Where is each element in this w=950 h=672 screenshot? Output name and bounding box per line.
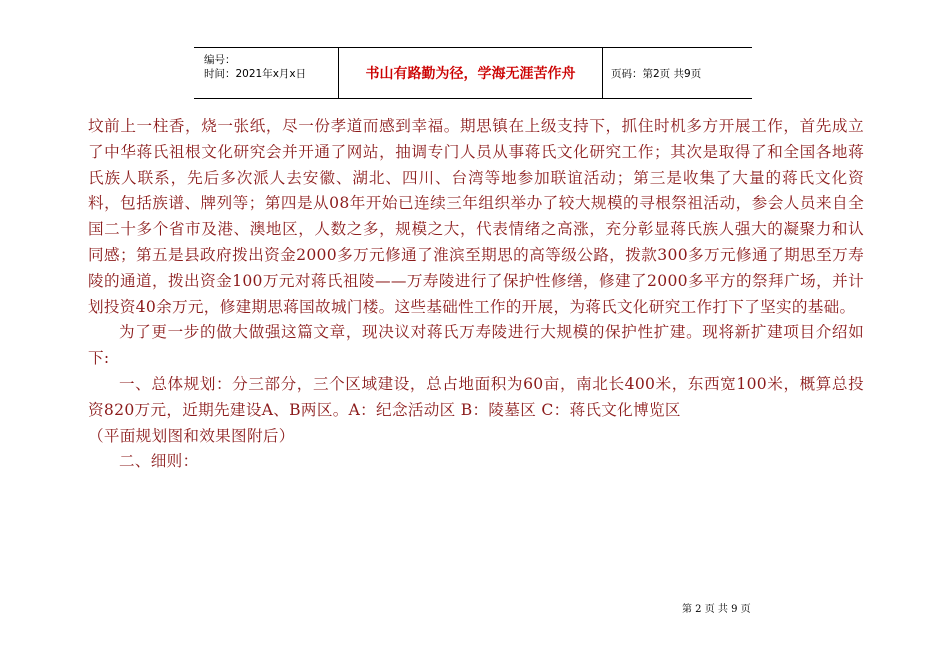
header-page-cell [603, 48, 752, 98]
header-motto-cell [339, 48, 603, 98]
date-label: 时间：2021年x月x日 [204, 68, 307, 80]
paragraph-details-heading: 二、细则： [119, 452, 199, 471]
paragraph-continued: 坟前上一柱香，烧一张纸，尽一份孝道而感到幸福。期思镇在上级支持下，抓住时机多方开展工作，首先成立了中华蒋氏祖根文化研究会并开通了网站，抽调专门人员从事蒋氏文化研究工作；其次是取得了和全国各地蒋氏族人联系，先后多次派人去安徽、湖北、四川、台湾等地参加联谊活动；第三是收集了大量的蒋氏文化资料，包括族谱、牌列等；第四是从08年开始已连续三年组织举办了较大规模的寻根祭祖活动，参会人员来自全国二十多个省市及港、澳地区，人数之多，规模之大，代表情绪之高涨，充分彰显蒋氏族人强大的凝聚力和认同感；第五是县政府拨出资金2000多万元修通了淮滨至期思的高等级公路，拨款300多万元修通了期思至万寿陵的通道，拨出资金100万元对蒋氏祖陵——万寿陵进行了保护性修缮，修建了2000多平方的祭拜广场，并计划投资40余万元，修建期思蒋国故城门楼。这些基础性工作的开展，为蒋氏文化研究工作打下了坚实的基础。 [88, 117, 864, 316]
header-page-label: 页码：第2页 共9页 [611, 67, 702, 80]
paragraph-overall-plan: 一、总体规划：分三部分，三个区域建设，总占地面积为60亩，南北长400米，东西宽100米，概算总投资820万元，近期先建设A、B两区。A：纪念活动区 B：陵墓区 C：蒋氏文化博览区 [88, 374, 864, 419]
document-header [194, 47, 752, 99]
paragraph-plan-note: （平面规划图和效果图附后） [88, 426, 295, 445]
document-body [88, 114, 864, 475]
paragraph-intro: 为了更一步的做大做强这篇文章，现决议对蒋氏万寿陵进行大规模的保护性扩建。现将新扩建项目介绍如下: [88, 323, 864, 368]
page-footer: 第 2 页 共 9 页 [682, 604, 751, 615]
motto-text: 书山有路勤为径，学海无涯苦作舟 [365, 66, 576, 82]
header-meta-cell [194, 48, 339, 98]
number-label: 编号： [204, 54, 236, 66]
